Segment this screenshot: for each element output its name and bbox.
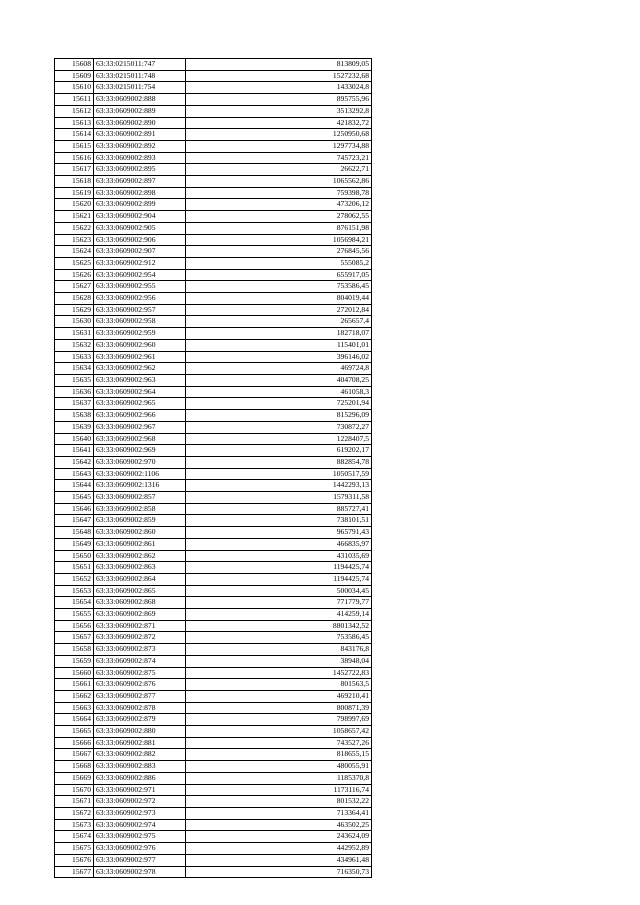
table-row [55,456,372,468]
row-number-cell: 15640 [55,433,94,445]
table-row [55,433,372,445]
row-number-cell: 15625 [55,257,94,269]
cadastral-value-cell: 276845,56 [186,246,372,258]
table-row [55,866,372,878]
row-number-cell: 15635 [55,374,94,386]
row-number-cell: 15620 [55,199,94,211]
table-row [55,550,372,562]
cadastral-value-cell: 730872,27 [186,421,372,433]
cadastral-number-cell: 63:33:0609002:878 [94,702,186,714]
cadastral-number-cell: 63:33:0609002:962 [94,363,186,375]
cadastral-number-cell: 63:33:0609002:876 [94,679,186,691]
cadastral-value-cell: 555085,2 [186,257,372,269]
table-row [55,831,372,843]
cadastral-value-cell: 421832,72 [186,117,372,129]
table-row [55,59,372,71]
table-row [55,269,372,281]
cadastral-value-table [54,58,372,878]
table-row [55,187,372,199]
cadastral-number-cell: 63:33:0609002:864 [94,573,186,585]
row-number-cell: 15673 [55,819,94,831]
table-row [55,784,372,796]
cadastral-number-cell: 63:33:0609002:868 [94,597,186,609]
table-row [55,843,372,855]
cadastral-number-cell: 63:33:0609002:907 [94,246,186,258]
row-number-cell: 15638 [55,410,94,422]
row-number-cell: 15623 [55,234,94,246]
cadastral-value-cell: 818655,15 [186,749,372,761]
cadastral-number-cell: 63:33:0609002:862 [94,550,186,562]
cadastral-number-cell: 63:33:0609002:879 [94,714,186,726]
row-number-cell: 15646 [55,503,94,515]
table-row [55,527,372,539]
table-row [55,152,372,164]
cadastral-value-cell: 713364,41 [186,808,372,820]
table-row [55,667,372,679]
row-number-cell: 15628 [55,293,94,305]
table-row [55,328,372,340]
table-row [55,585,372,597]
cadastral-value-cell: 882854,78 [186,456,372,468]
cadastral-value-cell: 1527232,68 [186,70,372,82]
cadastral-value-cell: 800871,39 [186,702,372,714]
cadastral-value-cell: 815296,09 [186,410,372,422]
cadastral-value-cell: 469724,8 [186,363,372,375]
cadastral-number-cell: 63:33:0609002:978 [94,866,186,878]
row-number-cell: 15656 [55,620,94,632]
row-number-cell: 15611 [55,94,94,106]
cadastral-value-cell: 243624,09 [186,831,372,843]
cadastral-number-cell: 63:33:0609002:967 [94,421,186,433]
row-number-cell: 15649 [55,538,94,550]
cadastral-value-cell: 26622,71 [186,164,372,176]
row-number-cell: 15641 [55,445,94,457]
cadastral-value-cell: 1050517,59 [186,468,372,480]
cadastral-value-cell: 1228407,5 [186,433,372,445]
table-row [55,246,372,258]
row-number-cell: 15645 [55,492,94,504]
cadastral-value-cell: 1452722,83 [186,667,372,679]
cadastral-number-cell: 63:33:0609002:959 [94,328,186,340]
table-row [55,94,372,106]
cadastral-number-cell: 63:33:0609002:969 [94,445,186,457]
row-number-cell: 15676 [55,854,94,866]
row-number-cell: 15674 [55,831,94,843]
row-number-cell: 15653 [55,585,94,597]
table-row [55,199,372,211]
table-row [55,70,372,82]
cadastral-value-cell: 500034,45 [186,585,372,597]
cadastral-value-cell: 1194425,74 [186,573,372,585]
table-row [55,761,372,773]
cadastral-number-cell: 63:33:0609002:957 [94,304,186,316]
cadastral-value-cell: 801563,5 [186,679,372,691]
table-row [55,854,372,866]
table-row [55,351,372,363]
cadastral-number-cell: 63:33:0609002:892 [94,140,186,152]
cadastral-value-cell: 965791,43 [186,527,372,539]
row-number-cell: 15632 [55,339,94,351]
cadastral-value-cell: 38948,04 [186,655,372,667]
cadastral-value-cell: 466835,97 [186,538,372,550]
cadastral-value-cell: 182718,07 [186,328,372,340]
table-row [55,538,372,550]
table-row [55,82,372,94]
table-row [55,363,372,375]
cadastral-value-cell: 1250950,68 [186,129,372,141]
cadastral-number-cell: 63:33:0609002:906 [94,234,186,246]
table-row [55,304,372,316]
cadastral-value-cell: 434961,48 [186,854,372,866]
table-row [55,714,372,726]
row-number-cell: 15675 [55,843,94,855]
row-number-cell: 15648 [55,527,94,539]
cadastral-value-cell: 771779,77 [186,597,372,609]
table-row [55,421,372,433]
table-row [55,398,372,410]
table-row [55,632,372,644]
cadastral-value-cell: 1297734,88 [186,140,372,152]
cadastral-number-cell: 63:33:0609002:872 [94,632,186,644]
cadastral-number-cell: 63:33:0609002:976 [94,843,186,855]
row-number-cell: 15662 [55,690,94,702]
cadastral-number-cell: 63:33:0609002:888 [94,94,186,106]
cadastral-value-cell: 1442293,13 [186,480,372,492]
table-row [55,808,372,820]
row-number-cell: 15631 [55,328,94,340]
cadastral-value-cell: 619202,17 [186,445,372,457]
row-number-cell: 15654 [55,597,94,609]
cadastral-number-cell: 63:33:0609002:882 [94,749,186,761]
cadastral-value-cell: 1056984,21 [186,234,372,246]
cadastral-value-cell: 759398,78 [186,187,372,199]
row-number-cell: 15672 [55,808,94,820]
cadastral-value-cell: 396146,02 [186,351,372,363]
row-number-cell: 15639 [55,421,94,433]
table-row [55,737,372,749]
cadastral-value-cell: 278062,55 [186,211,372,223]
row-number-cell: 15610 [55,82,94,94]
table-row [55,117,372,129]
table-row [55,503,372,515]
row-number-cell: 15633 [55,351,94,363]
row-number-cell: 15657 [55,632,94,644]
row-number-cell: 15664 [55,714,94,726]
table-row [55,410,372,422]
row-number-cell: 15643 [55,468,94,480]
table-row [55,562,372,574]
cadastral-number-cell: 63:33:0609002:964 [94,386,186,398]
cadastral-value-cell: 738101,51 [186,515,372,527]
cadastral-value-cell: 414259,14 [186,609,372,621]
table-row [55,573,372,585]
cadastral-value-cell: 716350,73 [186,866,372,878]
cadastral-number-cell: 63:33:0609002:869 [94,609,186,621]
table-row [55,819,372,831]
row-number-cell: 15659 [55,655,94,667]
row-number-cell: 15665 [55,726,94,738]
table-row [55,339,372,351]
table-row [55,597,372,609]
table-row [55,492,372,504]
row-number-cell: 15622 [55,222,94,234]
cadastral-value-cell: 1185370,8 [186,772,372,784]
row-number-cell: 15624 [55,246,94,258]
cadastral-number-cell: 63:33:0609002:858 [94,503,186,515]
row-number-cell: 15647 [55,515,94,527]
table-row [55,679,372,691]
cadastral-number-cell: 63:33:0609002:972 [94,796,186,808]
row-number-cell: 15619 [55,187,94,199]
table-row [55,480,372,492]
cadastral-value-cell: 655917,05 [186,269,372,281]
cadastral-value-cell: 115401,01 [186,339,372,351]
table-row [55,386,372,398]
row-number-cell: 15614 [55,129,94,141]
table-row [55,105,372,117]
cadastral-number-cell: 63:33:0609002:1316 [94,480,186,492]
table-row [55,655,372,667]
cadastral-value-cell: 469210,41 [186,690,372,702]
cadastral-number-cell: 63:33:0609002:874 [94,655,186,667]
row-number-cell: 15671 [55,796,94,808]
cadastral-value-cell: 431035,69 [186,550,372,562]
cadastral-value-cell: 442952,89 [186,843,372,855]
table-row [55,749,372,761]
cadastral-number-cell: 63:33:0609002:886 [94,772,186,784]
cadastral-number-cell: 63:33:0609002:966 [94,410,186,422]
row-number-cell: 15655 [55,609,94,621]
table-row [55,176,372,188]
cadastral-value-cell: 1065562,86 [186,176,372,188]
table-row [55,726,372,738]
cadastral-number-cell: 63:33:0609002:890 [94,117,186,129]
table-row [55,164,372,176]
cadastral-number-cell: 63:33:0609002:863 [94,562,186,574]
row-number-cell: 15608 [55,59,94,71]
cadastral-number-cell: 63:33:0609002:889 [94,105,186,117]
row-number-cell: 15637 [55,398,94,410]
row-number-cell: 15616 [55,152,94,164]
row-number-cell: 15667 [55,749,94,761]
row-number-cell: 15630 [55,316,94,328]
row-number-cell: 15644 [55,480,94,492]
row-number-cell: 15629 [55,304,94,316]
table-row [55,796,372,808]
row-number-cell: 15612 [55,105,94,117]
cadastral-number-cell: 63:33:0609002:891 [94,129,186,141]
cadastral-number-cell: 63:33:0609002:861 [94,538,186,550]
cadastral-number-cell: 63:33:0609002:899 [94,199,186,211]
table-row [55,445,372,457]
cadastral-number-cell: 63:33:0609002:865 [94,585,186,597]
cadastral-number-cell: 63:33:0609002:956 [94,293,186,305]
cadastral-value-cell: 885727,41 [186,503,372,515]
cadastral-value-cell: 801532,22 [186,796,372,808]
cadastral-number-cell: 63:33:0609002:895 [94,164,186,176]
cadastral-number-cell: 63:33:0215011:748 [94,70,186,82]
row-number-cell: 15660 [55,667,94,679]
table-row [55,129,372,141]
cadastral-value-cell: 463502,25 [186,819,372,831]
cadastral-value-cell: 1433024,8 [186,82,372,94]
cadastral-number-cell: 63:33:0609002:968 [94,433,186,445]
table-row [55,515,372,527]
table-row [55,281,372,293]
table-row [55,293,372,305]
cadastral-number-cell: 63:33:0609002:873 [94,644,186,656]
cadastral-number-cell: 63:33:0609002:973 [94,808,186,820]
cadastral-number-cell: 63:33:0609002:904 [94,211,186,223]
cadastral-value-cell: 480055,91 [186,761,372,773]
cadastral-number-cell: 63:33:0609002:960 [94,339,186,351]
cadastral-number-cell: 63:33:0609002:961 [94,351,186,363]
table-row [55,140,372,152]
cadastral-value-cell: 1058657,42 [186,726,372,738]
cadastral-value-cell: 8801342,52 [186,620,372,632]
cadastral-number-cell: 63:33:0215011:747 [94,59,186,71]
table-row [55,772,372,784]
cadastral-value-cell: 461058,3 [186,386,372,398]
row-number-cell: 15613 [55,117,94,129]
row-number-cell: 15651 [55,562,94,574]
cadastral-number-cell: 63:33:0609002:963 [94,374,186,386]
table-row [55,644,372,656]
cadastral-number-cell: 63:33:0609002:955 [94,281,186,293]
cadastral-number-cell: 63:33:0609002:977 [94,854,186,866]
cadastral-number-cell: 63:33:0609002:975 [94,831,186,843]
cadastral-number-cell: 63:33:0609002:859 [94,515,186,527]
row-number-cell: 15677 [55,866,94,878]
table-row [55,211,372,223]
cadastral-value-cell: 473206,12 [186,199,372,211]
cadastral-number-cell: 63:33:0609002:883 [94,761,186,773]
table-row [55,222,372,234]
cadastral-number-cell: 63:33:0609002:958 [94,316,186,328]
row-number-cell: 15668 [55,761,94,773]
row-number-cell: 15670 [55,784,94,796]
cadastral-value-cell: 753586,45 [186,632,372,644]
row-number-cell: 15627 [55,281,94,293]
table-row [55,620,372,632]
row-number-cell: 15652 [55,573,94,585]
cadastral-number-cell: 63:33:0609002:875 [94,667,186,679]
cadastral-value-cell: 265657,4 [186,316,372,328]
cadastral-value-cell: 725201,94 [186,398,372,410]
cadastral-number-cell: 63:33:0609002:912 [94,257,186,269]
cadastral-number-cell: 63:33:0609002:857 [94,492,186,504]
cadastral-number-cell: 63:33:0609002:897 [94,176,186,188]
cadastral-number-cell: 63:33:0609002:971 [94,784,186,796]
row-number-cell: 15609 [55,70,94,82]
row-number-cell: 15666 [55,737,94,749]
row-number-cell: 15661 [55,679,94,691]
table-row [55,316,372,328]
cadastral-number-cell: 63:33:0609002:871 [94,620,186,632]
cadastral-value-cell: 1194425,74 [186,562,372,574]
cadastral-value-cell: 813809,05 [186,59,372,71]
row-number-cell: 15636 [55,386,94,398]
table-row [55,702,372,714]
row-number-cell: 15621 [55,211,94,223]
table-row [55,690,372,702]
cadastral-value-cell: 876151,98 [186,222,372,234]
cadastral-value-cell: 745723,21 [186,152,372,164]
row-number-cell: 15642 [55,456,94,468]
cadastral-value-cell: 753586,45 [186,281,372,293]
cadastral-number-cell: 63:33:0609002:860 [94,527,186,539]
cadastral-number-cell: 63:33:0609002:877 [94,690,186,702]
row-number-cell: 15669 [55,772,94,784]
row-number-cell: 15658 [55,644,94,656]
cadastral-number-cell: 63:33:0609002:905 [94,222,186,234]
row-number-cell: 15617 [55,164,94,176]
cadastral-number-cell: 63:33:0609002:974 [94,819,186,831]
row-number-cell: 15650 [55,550,94,562]
cadastral-value-cell: 798997,69 [186,714,372,726]
cadastral-number-cell: 63:33:0609002:880 [94,726,186,738]
cadastral-value-cell: 272012,84 [186,304,372,316]
cadastral-number-cell: 63:33:0609002:965 [94,398,186,410]
row-number-cell: 15618 [55,176,94,188]
table-row [55,609,372,621]
row-number-cell: 15615 [55,140,94,152]
cadastral-number-cell: 63:33:0609002:954 [94,269,186,281]
cadastral-value-cell: 1579311,58 [186,492,372,504]
cadastral-number-cell: 63:33:0215011:754 [94,82,186,94]
cadastral-value-cell: 3513292,8 [186,105,372,117]
cadastral-value-cell: 1173116,74 [186,784,372,796]
cadastral-value-cell: 895755,96 [186,94,372,106]
row-number-cell: 15663 [55,702,94,714]
table-body [55,59,372,878]
row-number-cell: 15634 [55,363,94,375]
cadastral-number-cell: 63:33:0609002:1106 [94,468,186,480]
cadastral-value-cell: 743527,26 [186,737,372,749]
cadastral-number-cell: 63:33:0609002:970 [94,456,186,468]
cadastral-number-cell: 63:33:0609002:898 [94,187,186,199]
cadastral-number-cell: 63:33:0609002:881 [94,737,186,749]
table-row [55,374,372,386]
cadastral-value-cell: 843176,8 [186,644,372,656]
cadastral-value-cell: 804019,44 [186,293,372,305]
row-number-cell: 15626 [55,269,94,281]
cadastral-value-cell: 404708,25 [186,374,372,386]
table-row [55,468,372,480]
cadastral-number-cell: 63:33:0609002:893 [94,152,186,164]
table-row [55,234,372,246]
table-row [55,257,372,269]
